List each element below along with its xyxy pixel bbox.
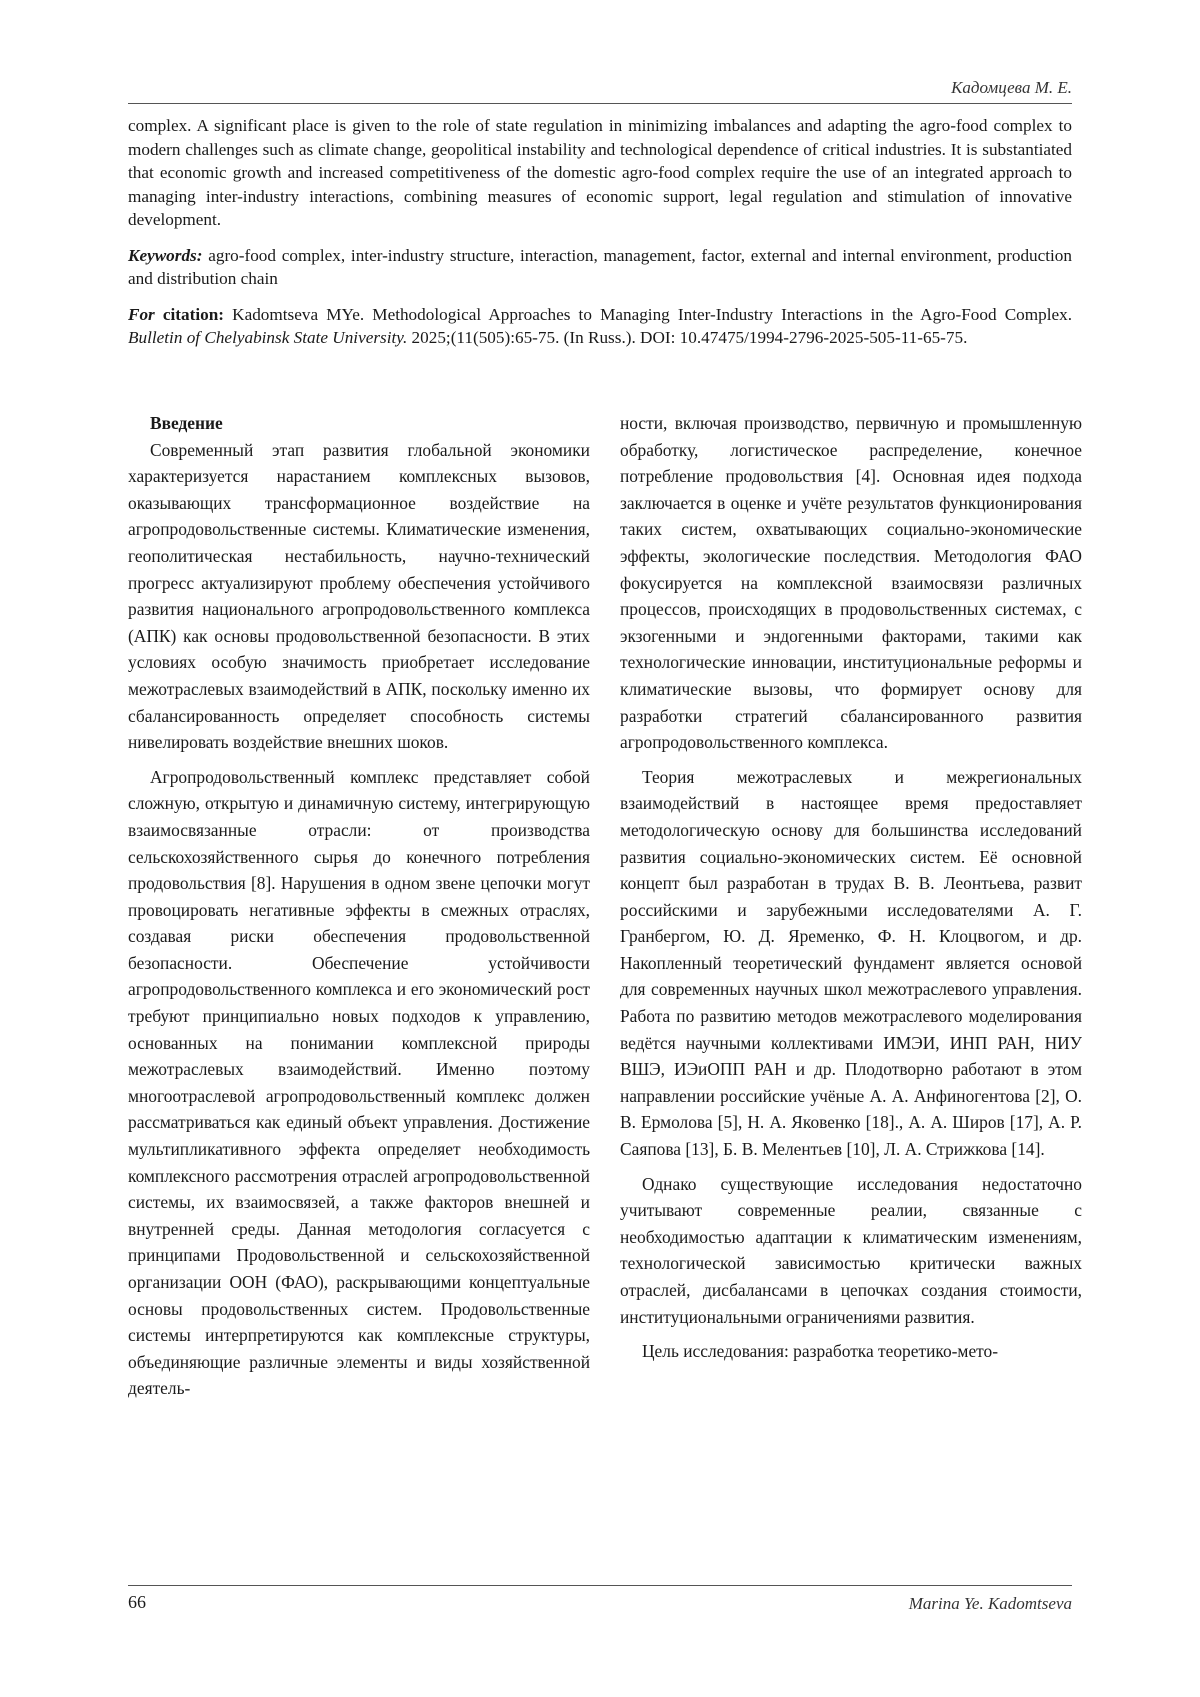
body-paragraph: Однако существующие исследования недостаточно учитывают современные реалии, связанные с необходимостью адаптации к климатическим изменениям, технологической зависимостью критически важных отраслей, дисбалансами в цепочках создания стоимости, институциональными ограничениями развития. bbox=[620, 1173, 1082, 1327]
body-paragraph: ности, включая производство, первичную и промышленную обработку, логистическое распределение, конечное потребление продовольствия [4]. Основная идея подхода заключается в оценке и учёте результатов функционирования таких систем, охватывающих социально-экономические эффекты, экологические последствия. Методология ФАО фокусируется на комплексной взаимосвязи различных процессов, происходящих в продовольственных системах, с экзогенными и эндогенными факторами, такими как технологические инновации, институциональные реформы и климатические вызовы, что формирует основу для разработки стратегий сбалансированного развития агропродовольственного комплекса. bbox=[620, 413, 1082, 753]
citation-paragraph bbox=[128, 303, 1072, 350]
page-number: 66 bbox=[128, 1592, 146, 1612]
body-paragraph: Теория межотраслевых и межрегиональных взаимодействий в настоящее время предоставляет методологическую основу для большинства исследований развития социально-экономических систем. Её основной концепт был разработан в трудах В. В. Леонтьева, развит российскими и зарубежными исследователями А. Г. Гранбергом, Ю. Д. Яременко, Ф. Н. Клоцвогом, и др. Накопленный теоретический фундамент является основой для современных научных школ межотраслевого управления. Работа по развитию методов межотраслевого моделирования ведётся научными коллективами ИМЭИ, ИНП РАН, НИУ ВШЭ, ИЭиОПП РАН и др. Плодотворно работают в этом направлении российские учёные А. А. Анфиногентова [2], О. В. Ермолова [5], Н. А. Яковенко [18]., А. А. Широв [17], А. Р. Саяпова [13], Б. В. Мелентьев [10], Л. А. Стрижкова [14]. bbox=[620, 766, 1082, 1160]
footer-author: Marina Ye. Kadomtseva bbox=[908, 1594, 1072, 1613]
citation-label-for: For bbox=[128, 304, 155, 324]
citation-text-2: 2025;(11(505):65-75. (In Russ.). DOI: 10.47475/1994-2796-2025-505-11-65-75. bbox=[411, 328, 968, 347]
keywords-label: Keywords: bbox=[128, 245, 203, 265]
abstract-text: complex. A significant place is given to the role of state regulation in minimizing imbalances and adapting the agro-food complex to modern challenges such as climate change, geopolitical instability and technological dependence of critical industries. It is substantiated that economic growth and increased competitiveness of the domestic agro-food complex require the use of an integrated approach to managing inter-industry interactions, combining measures of economic support, legal regulation and stimulation of innovative development. bbox=[128, 116, 1072, 229]
footer-rule bbox=[128, 1585, 1072, 1586]
section-heading: Введение bbox=[150, 413, 223, 433]
keywords-text: agro-food complex, inter-industry structure, interaction, management, factor, external and internal environment, production and distribution chain bbox=[128, 245, 1072, 288]
abstract-block bbox=[128, 114, 1072, 350]
left-column bbox=[128, 410, 590, 1402]
body-paragraph: Современный этап развития глобальной экономики характеризуется нарастанием комплексных вызовов, оказывающих трансформационное воздействие на агропродовольственные системы. Климатические изменения, геополитическая нестабильность, научно-технический прогресс актуализируют проблему обеспечения устойчивого развития национального агропродовольственного комплекса (АПК) как основы продовольственной безопасности. В этих условиях особую значимость приобретает исследование межотраслевых взаимодействий в АПК, поскольку именно их сбалансированность определяет способность системы нивелировать воздействие внешних шоков. bbox=[128, 439, 590, 753]
body-columns bbox=[128, 410, 1082, 1560]
running-head: Кадомцева М. Е. bbox=[951, 78, 1072, 97]
right-column bbox=[620, 410, 1082, 1365]
header-rule bbox=[128, 103, 1072, 104]
body-paragraph: Агропродовольственный комплекс представляет собой сложную, открытую и динамичную систему, интегрирующую взаимосвязанные отрасли: от производства сельскохозяйственного сырья до конечного потребления продовольствия [8]. Нарушения в одном звене цепочки могут провоцировать негативные эффекты в смежных отраслях, создавая риски обеспечения продовольственной безопасности. Обеспечение устойчивости агропродовольственного комплекса и его экономический рост требуют принципиально новых подходов к управлению, основанных на понимании комплексной природы межотраслевых взаимодействий. Именно поэтому многоотраслевой агропродовольственный комплекс должен рассматриваться как единый объект управления. Достижение мультипликативного эффекта определяет необходимость комплексного рассмотрения отраслей агропродовольственной системы, их взаимосвязей, а также факторов внешней и внутренней среды. Данная методология согласуется с принципами Продовольственной и сельскохозяйственной организации ООН (ФАО), раскрывающими концептуальные основы продовольственных систем. Продовольственные системы интерпретируются как комплексные структуры, объединяющие различные элементы и виды хозяйственной деятель- bbox=[128, 766, 590, 1399]
citation-label: citation: bbox=[162, 304, 225, 324]
citation-text-1: Kadomtseva MYe. Methodological Approaches to Managing Inter-Industry Interactions in the Agro-Food Complex. bbox=[232, 304, 1073, 324]
keywords-paragraph bbox=[128, 244, 1072, 291]
citation-journal: Bulletin of Chelyabinsk State University. bbox=[128, 328, 408, 347]
body-paragraph: Цель исследования: разработка теоретико-мето- bbox=[642, 1341, 999, 1362]
